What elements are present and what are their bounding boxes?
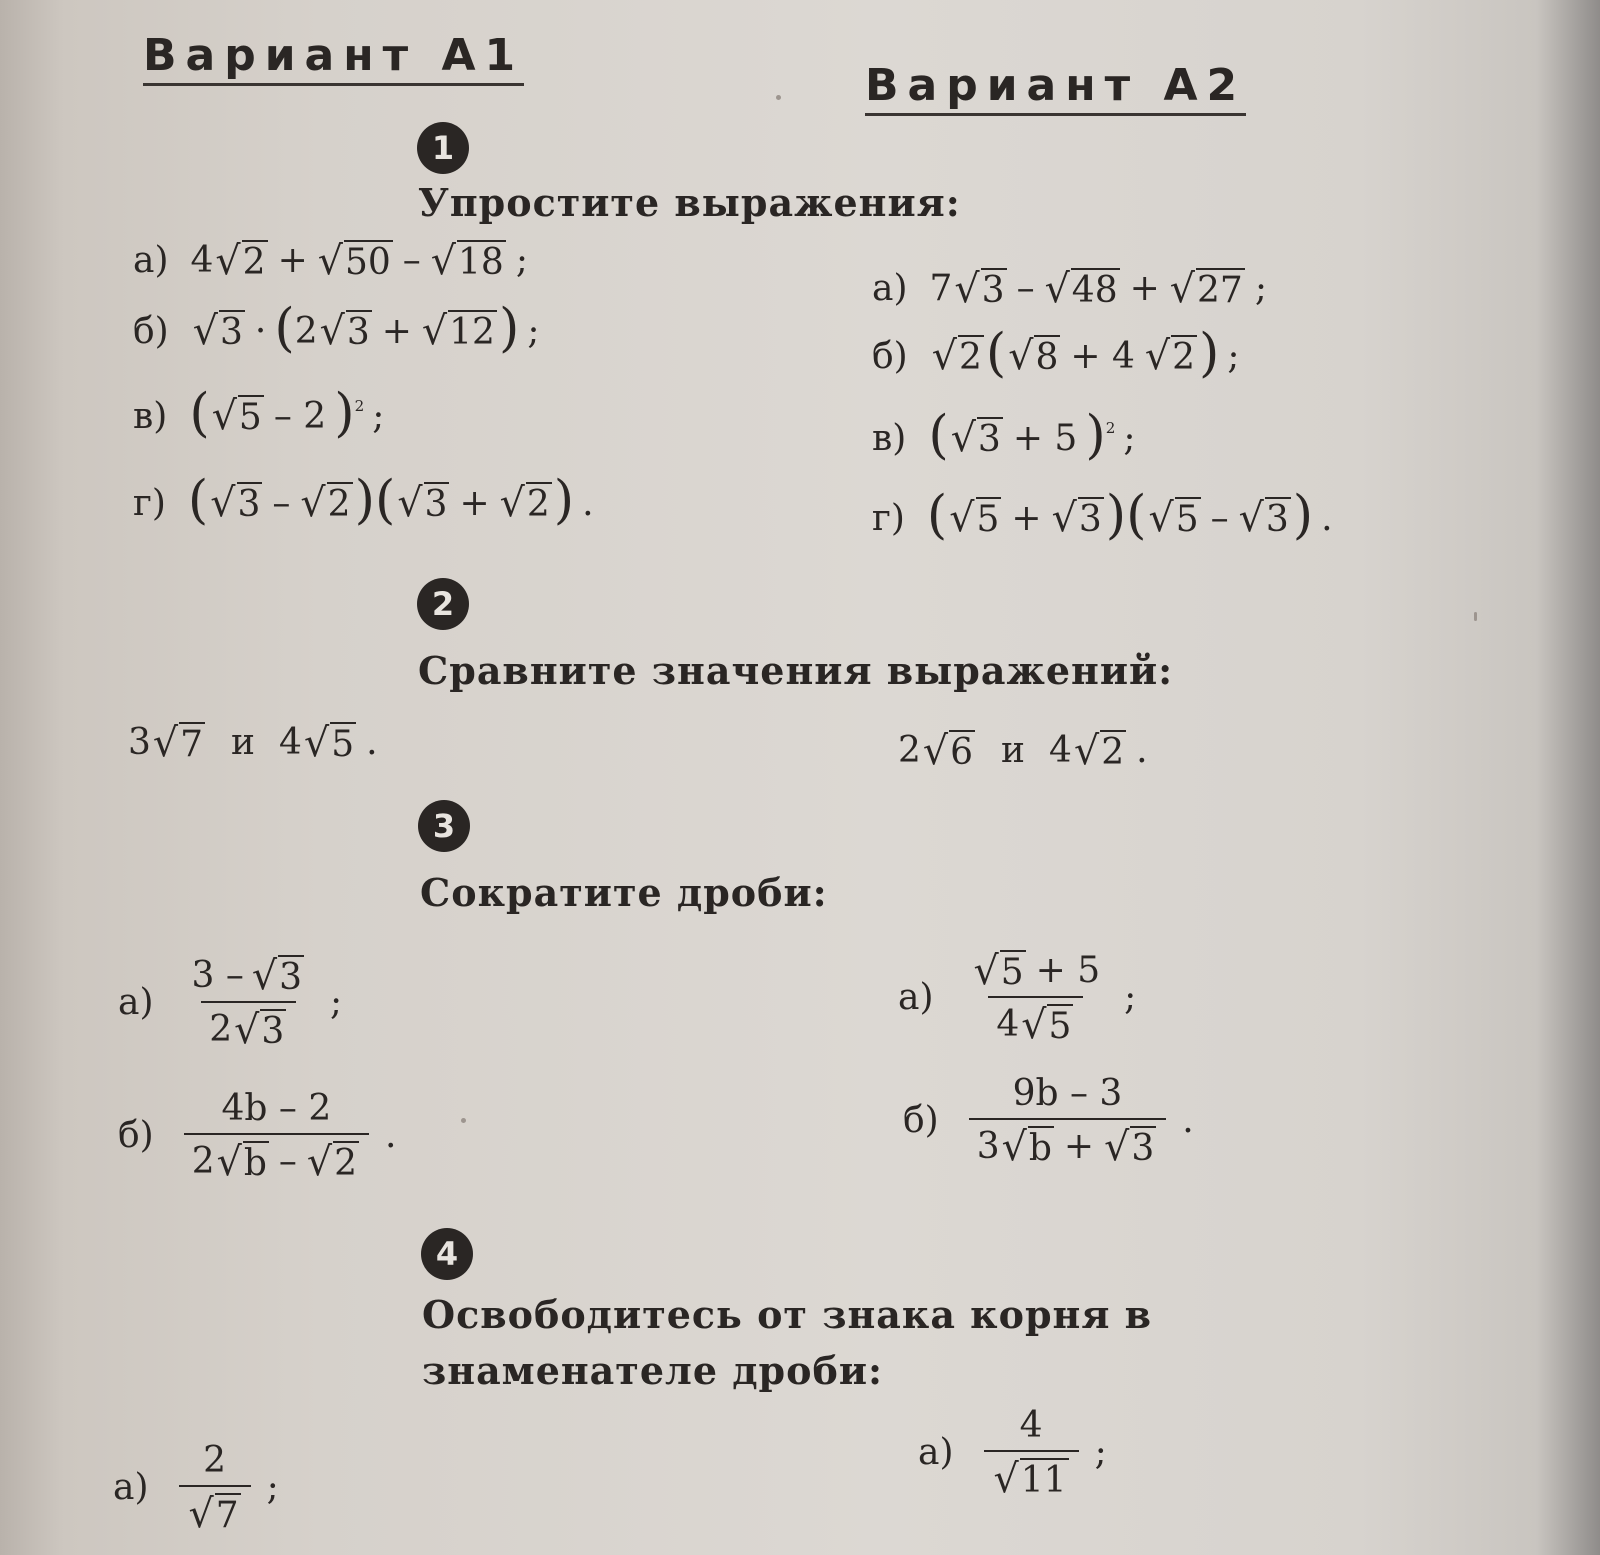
variant-a2-title: Вариант А2 [865,60,1246,116]
fraction [179,1440,251,1535]
semicolon: ; [1094,1431,1107,1473]
sqrt: √ 50 [317,237,391,284]
coefficient: 2 [294,310,318,352]
denominator: 2 √ b – √ 2 [184,1133,369,1183]
operator: – [1016,268,1035,310]
item-label: а) [918,1431,954,1473]
operator: + [1129,268,1160,310]
paren: ) [354,470,375,531]
coefficient: 4 [190,240,214,282]
numerator: √ 5 + 5 [973,947,1101,994]
semicolon: ; [1124,977,1137,1019]
sqrt: √ 8 [1008,333,1059,380]
sqrt: √ 27 [1169,265,1243,312]
numerator: 9b – 3 [1012,1073,1123,1114]
paren: ) [1292,485,1314,546]
variant-a1-title: Вариант А1 [143,30,524,86]
paper-speck [461,1118,466,1123]
item-label: а) [113,1466,149,1508]
paren: ( [274,298,295,359]
item-label: а) [133,240,169,282]
item-label: б) [118,1114,154,1156]
sqrt: √ 3 [192,308,243,355]
t1-a1-item-g [133,470,602,531]
operator: – [272,482,291,524]
coefficient: 4 [1049,730,1072,772]
denominator: √ 11 [984,1450,1079,1500]
period: . [582,482,594,524]
t1-a1-item-a [133,237,536,284]
paren: ) [553,470,575,531]
paper-speck [776,95,781,100]
operator: + [459,482,490,524]
paper-speck [1474,612,1477,621]
task-4-number: 4 [421,1228,473,1280]
semicolon: ; [1227,335,1240,377]
semicolon: ; [330,982,343,1024]
t4-a1-item-a [113,1440,287,1535]
task-1-heading: Упростите выражения: [418,180,961,225]
item-label: б) [872,335,908,377]
exponent: 2 [1105,419,1116,438]
t2-a1-expression [128,719,386,766]
sqrt: √ 2 [215,237,266,284]
paren: ) [1085,405,1106,466]
paren: ( [928,405,949,466]
t1-a2-item-a [872,265,1275,312]
denominator: 2 √ 3 [201,1001,296,1051]
sqrt: √ 2 [1073,727,1125,774]
semicolon: ; [372,395,385,437]
paren: ( [187,470,209,531]
term: + 4 [1070,335,1135,377]
paren: ( [189,383,210,444]
numerator: 3 – √ 3 [191,952,303,999]
period: . [1136,730,1148,772]
fraction [969,1073,1167,1168]
sqrt: √ 3 [210,480,261,527]
paren: ( [374,470,396,531]
denominator: 3 √ b + √ 3 [969,1118,1167,1168]
sqrt: √ 2 [499,480,550,527]
paren: ) [334,383,355,444]
paren: ) [1105,485,1127,546]
item-label: г) [133,482,166,524]
sqrt: √ 5 [211,393,262,440]
sqrt: √ 2 [300,480,351,527]
item-label: г) [872,497,905,539]
item-label: б) [133,310,169,352]
sqrt: √ 48 [1044,265,1118,312]
t3-a2-item-b [903,1073,1202,1168]
task-4-heading-line1: Освободитесь от знака корня в [422,1292,1153,1337]
fraction [184,1088,369,1183]
fraction [964,947,1109,1048]
sqrt: √ 2 [1144,333,1196,380]
paren: ( [985,323,1007,384]
operator: + [381,310,412,352]
item-label: а) [872,268,908,310]
paren: ) [498,298,520,359]
t1-a1-item-v [133,383,392,444]
coefficient: 2 [898,730,921,772]
task-3-heading: Сократите дроби: [420,870,828,915]
item-label: а) [898,977,934,1019]
numerator: 4b – 2 [221,1088,332,1129]
t2-a2-expression [898,727,1156,774]
sqrt: √ 5 [949,495,1000,542]
operator: + [277,240,308,282]
numerator: 4 [1019,1405,1043,1446]
coefficient: 7 [929,268,953,310]
task-4-heading-line2: знаменателе дроби: [422,1348,884,1393]
period: . [385,1114,397,1156]
task-2-heading: Сравните значения выражений: [418,648,1174,693]
sqrt: √ 3 [950,415,1001,462]
semicolon: ; [1254,268,1267,310]
term: – 2 [273,395,327,437]
operator: + [1011,497,1042,539]
t1-a2-item-g [872,485,1341,546]
t1-a1-item-b [133,298,547,359]
conjunction: и [231,722,256,764]
denominator: √ 7 [179,1485,251,1535]
sqrt: √ 3 [319,308,370,355]
period: . [366,722,378,764]
item-label: а) [118,982,154,1024]
fraction [184,952,315,1053]
semicolon: ; [527,310,540,352]
operator: – [1210,497,1229,539]
sqrt: √ 3 [954,265,1005,312]
sqrt: √ 12 [421,308,495,355]
numerator: 2 [203,1440,227,1481]
sqrt: √ 7 [152,719,204,766]
task-3-number: 3 [418,800,470,852]
t3-a1-item-b [118,1088,405,1183]
item-label: в) [133,395,168,437]
paren: ( [926,485,948,546]
t3-a1-item-a [118,952,350,1053]
t1-a2-item-v [872,405,1143,466]
paren: ( [1126,485,1147,546]
semicolon: ; [266,1466,279,1508]
sqrt: √ 3 [1051,495,1102,542]
sqrt: √ 5 [1148,495,1199,542]
operator: · [254,310,267,352]
t3-a2-item-a [898,947,1144,1048]
item-label: б) [903,1099,939,1141]
term: + 5 [1012,417,1078,459]
task-1-number: 1 [417,122,469,174]
operator: – [402,240,421,282]
paren: ) [1199,323,1220,384]
sqrt: √ 5 [303,719,355,766]
sqrt: √ 3 [1238,495,1289,542]
item-label: в) [872,417,907,459]
coefficient: 3 [128,722,151,764]
period: . [1182,1099,1194,1141]
sqrt: √ 6 [922,727,974,774]
exponent: 2 [354,397,365,416]
semicolon: ; [515,240,528,282]
denominator: 4 √ 5 [988,996,1083,1046]
task-2-number: 2 [417,578,469,630]
sqrt: √ 18 [430,237,504,284]
semicolon: ; [1123,417,1136,459]
t4-a2-item-a [918,1405,1115,1500]
sqrt: √ 3 [397,480,448,527]
coefficient: 4 [279,722,302,764]
sqrt: √ 2 [931,333,982,380]
conjunction: и [1001,730,1026,772]
t1-a2-item-b [872,323,1248,384]
period: . [1321,497,1333,539]
fraction [984,1405,1079,1500]
